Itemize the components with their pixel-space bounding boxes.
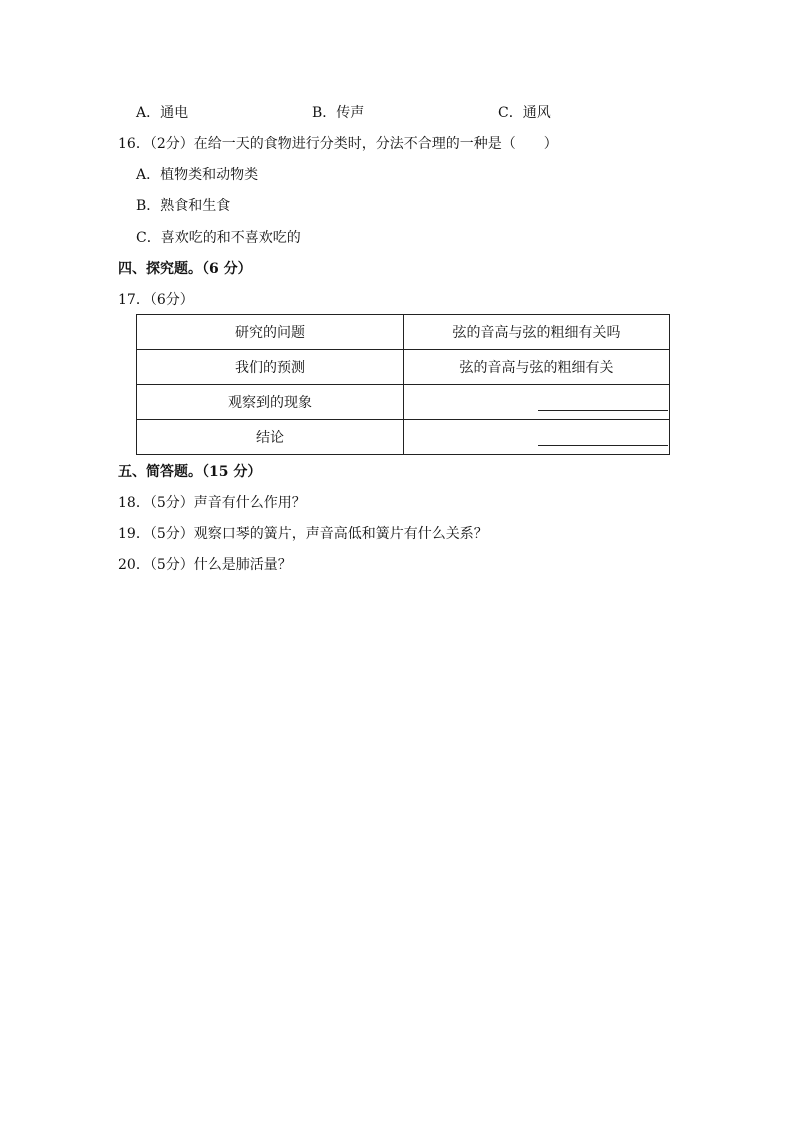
- q15-option-c: C．通风: [498, 105, 551, 121]
- section-title-short-answer: 五、简答题。（15 分）: [118, 464, 262, 480]
- table-row: [137, 315, 670, 350]
- q16-stem: 16．（2分）在给一天的食物进行分类时，分法不合理的一种是（ ）: [118, 136, 558, 152]
- q16-option-c: C．喜欢吃的和不喜欢吃的: [136, 230, 301, 246]
- table-cell-label: 我们的预测: [137, 350, 404, 385]
- table-row: [137, 350, 670, 385]
- table-cell-label: 观察到的现象: [137, 385, 404, 420]
- q20-stem: 20．（5分）什么是肺活量？: [118, 557, 292, 573]
- inquiry-table: [136, 314, 670, 455]
- section-title-inquiry: 四、探究题。（6 分）: [118, 261, 252, 277]
- q15-option-a: A．通电: [136, 105, 189, 121]
- answer-blank-cell[interactable]: [404, 385, 670, 420]
- q17-stem: 17．（6分）: [118, 292, 194, 308]
- table-cell-value: 弦的音高与弦的粗细有关: [404, 350, 670, 385]
- q19-stem: 19．（5分）观察口琴的簧片，声音高低和簧片有什么关系？: [118, 526, 488, 542]
- answer-blank-line[interactable]: [538, 410, 668, 411]
- q18-stem: 18．（5分）声音有什么作用？: [118, 495, 306, 511]
- answer-blank-line[interactable]: [538, 445, 668, 446]
- q16-option-b: B．熟食和生食: [136, 198, 231, 214]
- table-cell-value: 弦的音高与弦的粗细有关吗: [404, 315, 670, 350]
- table-row: [137, 385, 670, 420]
- q15-option-b: B．传声: [312, 105, 365, 121]
- q16-option-a: A．植物类和动物类: [136, 167, 259, 183]
- answer-blank-cell[interactable]: [404, 420, 670, 455]
- table-row: [137, 420, 670, 455]
- table-cell-label: 研究的问题: [137, 315, 404, 350]
- table-cell-label: 结论: [137, 420, 404, 455]
